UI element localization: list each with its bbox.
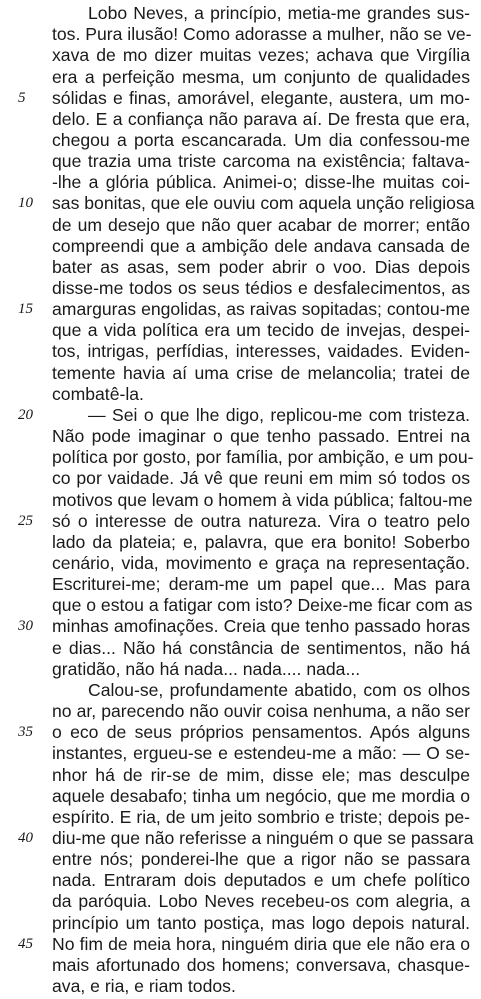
text-line-3: xava de mo dizer muitas vezes; achava que Virgília (52, 45, 470, 66)
text-line-31: e dias... Não há constância de sentimentos, não há (52, 637, 470, 658)
line-number-25: 25 (18, 512, 33, 529)
text-line-34: no ar, parecendo não ouvir coisa nenhuma, a não ser (52, 701, 470, 721)
text-line-9: -lhe a glória pública. Animei-o; disse-lhe muitas coi- (52, 172, 470, 193)
text-line-18: temente havia aí uma crise de melancolia; tratei de (52, 362, 470, 383)
text-line-20: — Sei o que lhe digo, replicou-me com tristeza. (88, 404, 470, 425)
text-line-30: minhas amofinações. Creia que tenho passado horas (52, 616, 470, 637)
text-line-44: princípio um tanto postiça, mas logo depois natural. (52, 912, 470, 933)
text-line-10: sas bonitas, que ele ouviu com aquela unção religiosa (52, 193, 475, 214)
text-line-29: que o estou a fatigar com isto? Deixe-me ficar com as (52, 595, 473, 616)
line-number-5: 5 (18, 89, 26, 106)
line-number-10: 10 (18, 195, 33, 212)
text-line-21: Não pode imaginar o que tenho passado. Entrei na (52, 426, 470, 446)
text-line-4: era a perfeição mesma, um conjunto de qualidades (52, 66, 470, 87)
line-number-20: 20 (18, 406, 33, 423)
text-line-22: política por gosto, por família, por ambição, e um pou- (52, 447, 474, 468)
text-line-47: ava, e ria, e riam todos. (52, 976, 236, 996)
line-number-30: 30 (18, 618, 33, 635)
text-line-14: disse-me todos os seus tédios e desfalecimentos, as (52, 278, 470, 298)
text-line-40: diu-me que não referisse a ninguém o que se passara (52, 827, 474, 848)
text-line-11: de um desejo que não quer acabar de morrer; então (52, 214, 470, 235)
text-line-37: nhor há de rir-se de mim, disse ele; mas desculpe (52, 764, 470, 785)
text-line-2: tos. Pura ilusão! Como adorasse a mulher, não se ve- (52, 24, 472, 45)
line-number-35: 35 (18, 724, 33, 741)
text-line-24: motivos que levam o homem à vida pública; faltou-me (52, 489, 473, 510)
text-line-33: Calou-se, profundamente abatido, com os olhos (88, 679, 470, 700)
text-line-12: compreendi que a ambição dele andava cansada de (52, 235, 470, 256)
text-line-35: o eco de seus próprios pensamentos. Após alguns (52, 722, 470, 743)
text-line-15: amarguras engolidas, as raivas sopitadas; contou-me (52, 299, 470, 320)
text-line-39: espírito. E ria, de um jeito sombrio e triste; depois pe- (52, 806, 470, 827)
text-line-16: que a vida política era um tecido de invejas, despei- (52, 320, 470, 341)
text-line-1: Lobo Neves, a princípio, metia-me grandes sus- (88, 3, 470, 23)
text-line-38: aquele desabafo; tinha um negócio, que me mordia o (52, 785, 470, 806)
text-line-25: só o interesse de outra natureza. Vira o teatro pelo (52, 510, 470, 531)
text-line-45: No fim de meia hora, ninguém diria que ele não era o (52, 933, 470, 954)
text-line-19: combatê-la. (52, 383, 144, 404)
text-line-43: da paróquia. Lobo Neves recebeu-os com alegria, a (52, 891, 470, 912)
text-line-27: cenário, vida, movimento e graça na representação. (52, 553, 470, 573)
text-line-17: tos, intrigas, perfídias, interesses, vaidades. Eviden- (52, 341, 470, 362)
text-line-23: co por vaidade. Já vê que reuni em mim só todos os (52, 468, 470, 489)
text-line-36: instantes, ergueu-se e estendeu-me a mão: — O se- (52, 743, 470, 764)
text-line-6: delo. E a confiança não parava aí. De fresta que era, (52, 108, 470, 129)
text-line-46: mais afortunado dos homens; conversava, chasque- (52, 954, 470, 975)
line-number-45: 45 (18, 935, 33, 952)
text-line-32: gratidão, não há nada... nada.... nada... (52, 658, 361, 679)
line-number-15: 15 (18, 301, 33, 318)
text-line-8: que trazia uma triste carcoma na existência; faltava- (52, 151, 470, 172)
text-line-13: bater as asas, sem poder abrir o voo. Dias depois (52, 256, 470, 277)
text-line-7: chegou a porta escancarada. Um dia confessou-me (52, 129, 470, 150)
text-line-42: nada. Entraram dois deputados e um chefe político (52, 870, 470, 891)
line-number-40: 40 (18, 829, 33, 846)
text-line-28: Escriturei-me; deram-me um papel que... Mas para (52, 574, 470, 595)
text-line-26: lado da plateia; e, palavra, que era bonito! Soberbo (52, 531, 470, 552)
text-line-41: entre nós; ponderei-lhe que a rigor não se passara (52, 849, 470, 870)
text-line-5: sólidas e finas, amorável, elegante, austera, um mo- (52, 87, 470, 108)
